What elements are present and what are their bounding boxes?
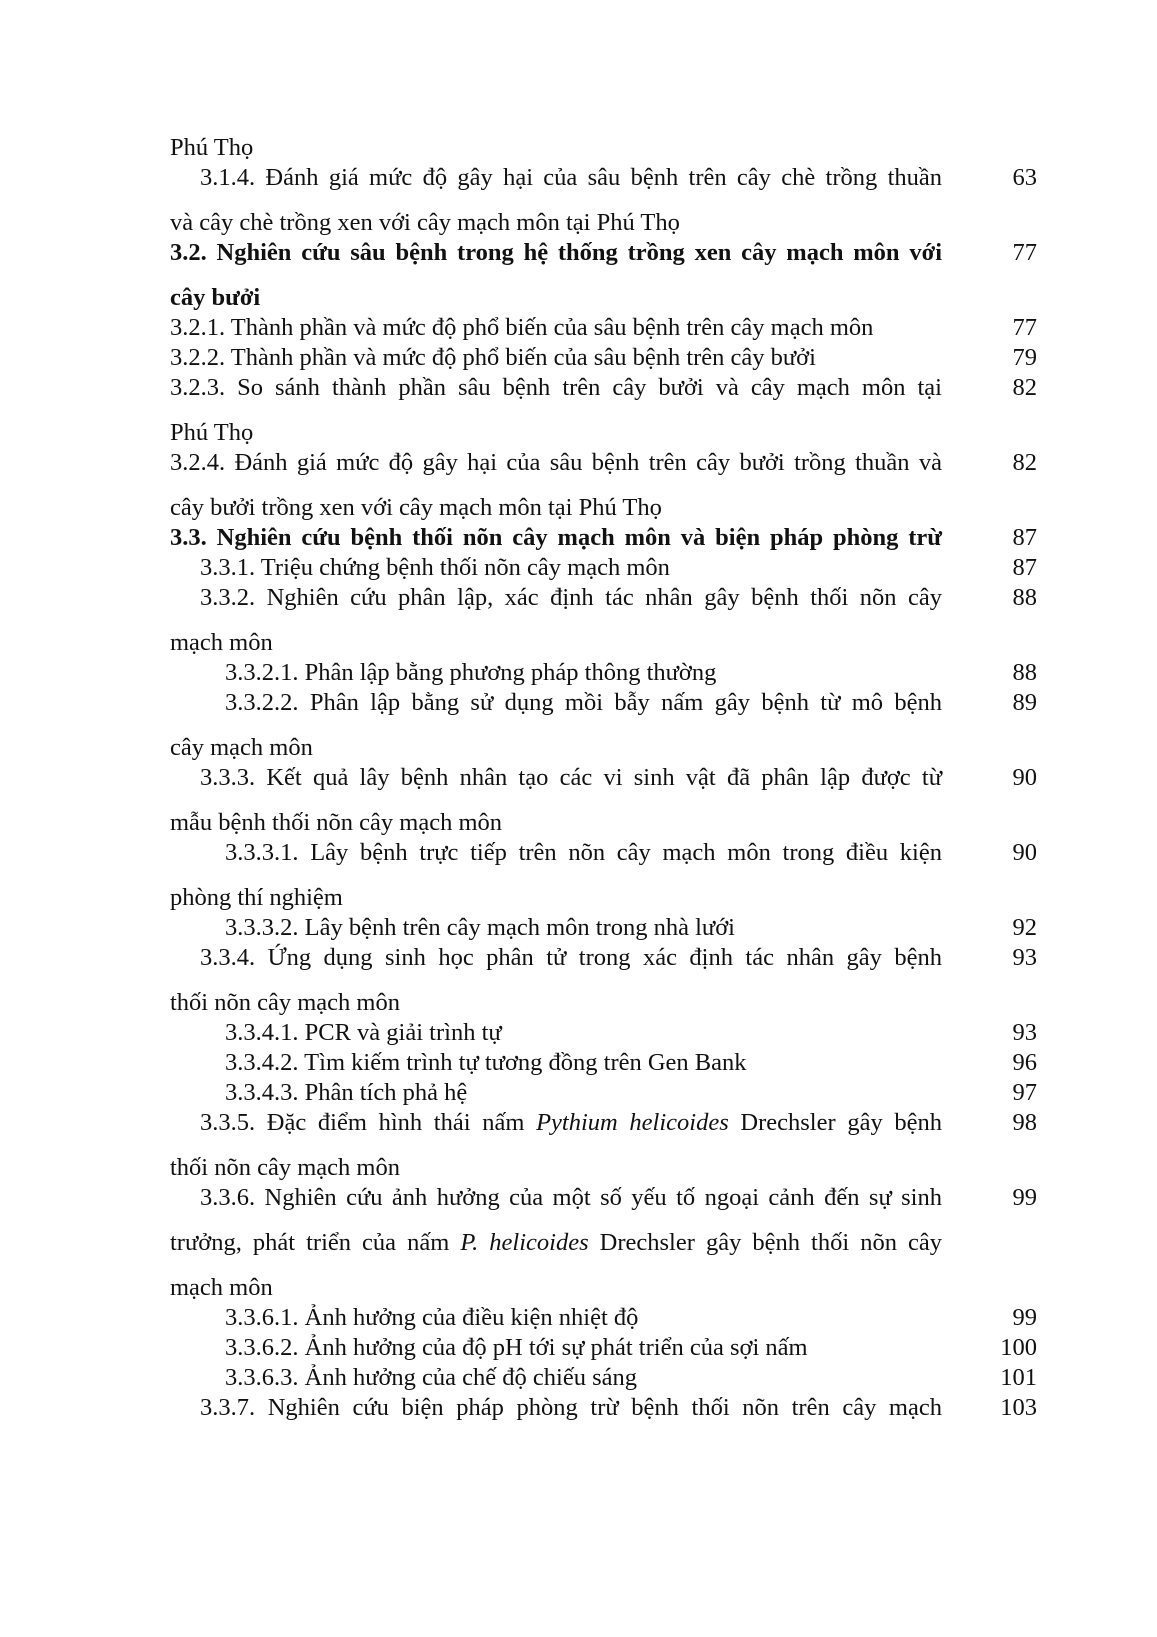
toc-page-number: 101 <box>1000 1364 1037 1391</box>
toc-entry-3-2-2: 3.2.2. Thành phần và mức độ phổ biến của sâu bệnh trên cây bưởi <box>170 344 816 371</box>
toc-page-number: 89 <box>1012 689 1037 716</box>
toc-page-number: 99 <box>1012 1184 1037 1211</box>
toc-entry-3-3-4: 3.3.4. Ứng dụng sinh học phân tử trong xác định tác nhân gây bệnh <box>200 944 942 971</box>
toc-line: mạch môn <box>170 629 273 656</box>
toc-line: Phú Thọ <box>170 419 254 446</box>
toc-page-number: 87 <box>1012 554 1037 581</box>
toc-entry-3-1-4: 3.1.4. Đánh giá mức độ gây hại của sâu bệnh trên cây chè trồng thuần <box>200 164 942 191</box>
toc-entry-3-2-1: 3.2.1. Thành phần và mức độ phổ biến của sâu bệnh trên cây mạch môn <box>170 314 874 341</box>
toc-entry-3-3-6: 3.3.6. Nghiên cứu ảnh hưởng của một số yếu tố ngoại cảnh đến sự sinh <box>200 1184 942 1211</box>
toc-page-number: 88 <box>1012 584 1037 611</box>
toc-page-number: 63 <box>1012 164 1037 191</box>
toc-page-number: 98 <box>1012 1109 1037 1136</box>
toc-entry-3-3-4-1: 3.3.4.1. PCR và giải trình tự <box>225 1019 502 1046</box>
species-name: Pythium helicoides <box>536 1109 729 1136</box>
toc-line: cây mạch môn <box>170 734 313 761</box>
toc-line: thối nõn cây mạch môn <box>170 1154 400 1181</box>
toc-text: trưởng, phát triển của nấm <box>170 1229 461 1256</box>
toc-section-3-2: 3.2. Nghiên cứu sâu bệnh trong hệ thống trồng xen cây mạch môn với <box>170 239 942 266</box>
toc-entry-3-3-2-2: 3.3.2.2. Phân lập bằng sử dụng mồi bẫy nấm gây bệnh từ mô bệnh <box>225 689 942 716</box>
toc-entry-3-2-4: 3.2.4. Đánh giá mức độ gây hại của sâu bệnh trên cây bưởi trồng thuần và <box>170 449 942 476</box>
toc-page-number: 87 <box>1012 524 1037 551</box>
toc-page-number: 82 <box>1012 374 1037 401</box>
toc-entry-3-3-2-1: 3.3.2.1. Phân lập bằng phương pháp thông thường <box>225 659 717 686</box>
toc-page-number: 92 <box>1012 914 1037 941</box>
toc-text: 3.3.5. Đặc điểm hình thái nấm <box>200 1109 537 1136</box>
toc-page-number: 103 <box>1000 1394 1037 1421</box>
toc-section-3-3: 3.3. Nghiên cứu bệnh thối nõn cây mạch môn và biện pháp phòng trừ <box>170 524 942 551</box>
toc-entry-3-3-4-2: 3.3.4.2. Tìm kiếm trình tự tương đồng trên Gen Bank <box>225 1049 747 1076</box>
toc-page-number: 96 <box>1012 1049 1037 1076</box>
toc-entry-3-3-5 <box>200 1108 942 1138</box>
toc-page-number: 88 <box>1012 659 1037 686</box>
toc-line: cây bưởi trồng xen với cây mạch môn tại Phú Thọ <box>170 494 662 521</box>
toc-entry-3-3-6-1: 3.3.6.1. Ảnh hưởng của điều kiện nhiệt độ <box>225 1304 639 1331</box>
toc-page-number: 90 <box>1012 764 1037 791</box>
toc-page-number: 77 <box>1012 314 1037 341</box>
toc-line: Phú Thọ <box>170 134 254 161</box>
toc-line: mạch môn <box>170 1274 273 1301</box>
toc-text: Drechsler gây bệnh <box>728 1109 942 1136</box>
toc-page-number: 93 <box>1012 1019 1037 1046</box>
toc-page-number: 97 <box>1012 1079 1037 1106</box>
toc-entry-3-3-3: 3.3.3. Kết quả lây bệnh nhân tạo các vi sinh vật đã phân lập được từ <box>200 764 942 791</box>
toc-entry-3-3-7: 3.3.7. Nghiên cứu biện pháp phòng trừ bệnh thối nõn trên cây mạch <box>200 1394 942 1421</box>
toc-line: mẫu bệnh thối nõn cây mạch môn <box>170 809 503 836</box>
toc-entry-3-3-1: 3.3.1. Triệu chứng bệnh thối nõn cây mạch môn <box>200 554 670 581</box>
toc-entry-3-3-6-2: 3.3.6.2. Ảnh hưởng của độ pH tới sự phát triển của sợi nấm <box>225 1334 808 1361</box>
toc-entry-3-3-3-1: 3.3.3.1. Lây bệnh trực tiếp trên nõn cây mạch môn trong điều kiện <box>225 839 942 866</box>
toc-line: cây bưởi <box>170 284 261 311</box>
toc-page-number: 82 <box>1012 449 1037 476</box>
toc-page-number: 93 <box>1012 944 1037 971</box>
toc-line: phòng thí nghiệm <box>170 884 343 911</box>
toc-entry-3-3-6-3: 3.3.6.3. Ảnh hưởng của chế độ chiếu sáng <box>225 1364 638 1391</box>
species-name: P. helicoides <box>460 1229 589 1256</box>
toc-page-number: 90 <box>1012 839 1037 866</box>
toc-page-number: 100 <box>1000 1334 1037 1361</box>
toc-page-number: 77 <box>1012 239 1037 266</box>
toc-line <box>170 1228 942 1258</box>
toc-entry-3-3-4-3: 3.3.4.3. Phân tích phả hệ <box>225 1079 468 1106</box>
toc-line: và cây chè trồng xen với cây mạch môn tại Phú Thọ <box>170 209 680 236</box>
toc-page-number: 99 <box>1012 1304 1037 1331</box>
toc-page-number: 79 <box>1012 344 1037 371</box>
toc-entry-3-3-2: 3.3.2. Nghiên cứu phân lập, xác định tác nhân gây bệnh thối nõn cây <box>200 584 942 611</box>
toc-entry-3-2-3: 3.2.3. So sánh thành phần sâu bệnh trên cây bưởi và cây mạch môn tại <box>170 374 942 401</box>
toc-text: Drechsler gây bệnh thối nõn cây <box>588 1229 942 1256</box>
toc-entry-3-3-3-2: 3.3.3.2. Lây bệnh trên cây mạch môn trong nhà lưới <box>225 914 735 941</box>
toc-line: thối nõn cây mạch môn <box>170 989 400 1016</box>
